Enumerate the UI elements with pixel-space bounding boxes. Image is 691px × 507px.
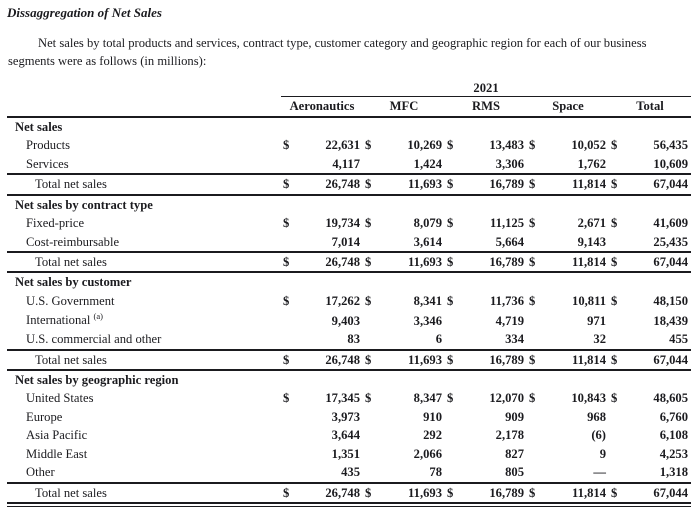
cell-value: 1,424 (413, 156, 442, 171)
dollar-sign: $ (447, 138, 454, 153)
cell-value: 5,664 (495, 234, 524, 249)
bottom-double-rule (7, 503, 691, 507)
dollar-sign (445, 426, 461, 444)
cell-value: 292 (423, 428, 442, 443)
dollar-sign: $ (609, 483, 625, 503)
section-header-row (7, 272, 691, 291)
spacer-cell (7, 97, 281, 117)
intro-paragraph: Net sales by total products and services, contract type, customer category and geographic region for each of our business segments were as follows (in millions): (8, 36, 647, 68)
dollar-sign: $ (447, 293, 454, 308)
cell-value: 11,125 (490, 216, 524, 231)
bottom-rule-cell (7, 503, 691, 507)
column-header-row (7, 97, 691, 117)
section-header: Net sales by customer (15, 275, 132, 290)
cell-value: 11,693 (379, 483, 445, 503)
section-header-row (7, 117, 691, 136)
cell-value: 56,435 (653, 138, 689, 153)
cell-value: 11,736 (490, 293, 524, 308)
dollar-sign: $ (611, 391, 618, 406)
cell-value: 1,351 (331, 446, 360, 461)
cell-value: 11,693 (379, 174, 445, 194)
dollar-sign: $ (529, 293, 536, 308)
total-row (7, 174, 691, 194)
cell-value: 48,150 (653, 293, 689, 308)
column-header-rms: RMS (445, 97, 527, 117)
dollar-sign: $ (283, 391, 290, 406)
cell-value: 10,811 (572, 293, 606, 308)
dollar-sign: $ (283, 216, 290, 231)
dollar-sign: $ (447, 216, 454, 231)
dollar-sign (609, 426, 625, 444)
year-row (7, 79, 691, 97)
dollar-sign (363, 233, 379, 252)
dollar-sign (527, 426, 543, 444)
row-label: Asia Pacific (26, 428, 88, 443)
cell-value: 11,693 (379, 350, 445, 370)
data-row (7, 310, 691, 330)
cell-value: 2,178 (495, 428, 524, 443)
dollar-sign (445, 233, 461, 252)
cell-value: 67,044 (625, 252, 691, 272)
total-row-label: Total net sales (7, 252, 281, 272)
cell-value: 968 (587, 409, 606, 424)
dollar-sign: $ (283, 138, 290, 153)
dollar-sign (281, 426, 297, 444)
cell-value: 26,748 (297, 350, 363, 370)
row-label: Europe (26, 409, 63, 424)
dollar-sign (363, 310, 379, 330)
dollar-sign (609, 155, 625, 174)
data-row (7, 463, 691, 482)
dollar-sign (281, 155, 297, 174)
data-row (7, 292, 691, 310)
dollar-sign: $ (445, 350, 461, 370)
data-row (7, 389, 691, 407)
cell-value: 9,403 (331, 313, 360, 328)
cell-value: 78 (429, 465, 442, 480)
dollar-sign (281, 408, 297, 426)
cell-value: 67,044 (625, 483, 691, 503)
dollar-sign (281, 310, 297, 330)
cell-value: 971 (587, 313, 606, 328)
dollar-sign: $ (365, 391, 372, 406)
dollar-sign: $ (445, 483, 461, 503)
section-header: Net sales by geographic region (15, 372, 179, 387)
row-label: Services (26, 156, 69, 171)
cell-value: 26,748 (297, 483, 363, 503)
cell-value: 67,044 (625, 174, 691, 194)
dollar-sign (363, 426, 379, 444)
row-label: U.S. Government (26, 293, 115, 308)
dollar-sign (527, 463, 543, 482)
cell-value: 16,789 (461, 350, 527, 370)
dollar-sign (445, 445, 461, 463)
table-body (7, 117, 691, 507)
cell-value: 83 (347, 332, 360, 347)
dollar-sign (281, 445, 297, 463)
dollar-sign (609, 463, 625, 482)
cell-value: 22,631 (325, 138, 360, 153)
year-header: 2021 (281, 79, 691, 97)
total-row-label: Total net sales (7, 174, 281, 194)
row-label: Cost-reimbursable (26, 234, 120, 249)
cell-value: 16,789 (461, 483, 527, 503)
row-label: United States (26, 391, 94, 406)
cell-value: 3,306 (495, 156, 524, 171)
cell-value: 455 (669, 332, 689, 347)
dollar-sign (363, 330, 379, 349)
dollar-sign (363, 445, 379, 463)
cell-value: 6,108 (659, 428, 689, 443)
cell-value: 3,614 (413, 234, 442, 249)
cell-value: 41,609 (653, 216, 689, 231)
cell-value: 10,843 (571, 391, 606, 406)
cell-value: 6,760 (659, 409, 689, 424)
dollar-sign: $ (527, 350, 543, 370)
cell-value: — (593, 465, 606, 480)
row-label: Products (26, 138, 71, 153)
dollar-sign (445, 463, 461, 482)
cell-value: 1,762 (577, 156, 606, 171)
dollar-sign: $ (611, 293, 618, 308)
data-row (7, 214, 691, 232)
column-header-total: Total (609, 97, 691, 117)
grand-total-row (7, 483, 691, 503)
total-row (7, 252, 691, 272)
cell-value: 8,079 (413, 216, 442, 231)
dollar-sign: $ (529, 138, 536, 153)
spacer-cell (7, 79, 281, 97)
dollar-sign (445, 408, 461, 426)
cell-value: 3,644 (331, 428, 360, 443)
dollar-sign (527, 330, 543, 349)
dollar-sign: $ (447, 391, 454, 406)
dollar-sign (445, 155, 461, 174)
dollar-sign (281, 463, 297, 482)
dollar-sign (363, 155, 379, 174)
dollar-sign (445, 310, 461, 330)
dollar-sign (527, 155, 543, 174)
dollar-sign (281, 330, 297, 349)
cell-value: 16,789 (461, 174, 527, 194)
cell-value: (6) (591, 428, 606, 443)
cell-value: 11,814 (543, 483, 609, 503)
net-sales-table (7, 79, 691, 507)
dollar-sign: $ (529, 391, 536, 406)
dollar-sign (527, 310, 543, 330)
dollar-sign: $ (363, 174, 379, 194)
dollar-sign (609, 445, 625, 463)
dollar-sign: $ (283, 293, 290, 308)
dollar-sign (527, 408, 543, 426)
cell-value: 11,814 (543, 174, 609, 194)
dollar-sign: $ (281, 174, 297, 194)
row-label: Middle East (26, 446, 88, 461)
dollar-sign: $ (281, 350, 297, 370)
cell-value: 909 (505, 409, 524, 424)
dollar-sign: $ (609, 174, 625, 194)
cell-value: 18,439 (653, 313, 689, 328)
footnote-marker: (a) (93, 311, 103, 322)
cell-value: 10,269 (407, 138, 442, 153)
cell-value: 334 (505, 332, 524, 347)
cell-value: 11,814 (543, 252, 609, 272)
dollar-sign: $ (363, 483, 379, 503)
cell-value: 435 (341, 465, 360, 480)
dollar-sign (281, 233, 297, 252)
dollar-sign: $ (365, 138, 372, 153)
column-header-mfc: MFC (363, 97, 445, 117)
data-row (7, 330, 691, 349)
data-row (7, 426, 691, 444)
cell-value: 4,719 (495, 313, 524, 328)
dollar-sign: $ (365, 216, 372, 231)
dollar-sign: $ (445, 174, 461, 194)
data-row (7, 136, 691, 154)
cell-value: 19,734 (325, 216, 360, 231)
total-row-label: Total net sales (7, 350, 281, 370)
cell-value: 11,814 (543, 350, 609, 370)
dollar-sign (609, 408, 625, 426)
cell-value: 17,345 (325, 391, 360, 406)
cell-value: 11,693 (379, 252, 445, 272)
cell-value: 2,671 (577, 216, 606, 231)
dollar-sign (527, 445, 543, 463)
cell-value: 827 (505, 446, 524, 461)
dollar-sign (609, 233, 625, 252)
cell-value: 8,341 (413, 293, 442, 308)
column-header-aeronautics: Aeronautics (281, 97, 363, 117)
cell-value: 67,044 (625, 350, 691, 370)
dollar-sign: $ (611, 216, 618, 231)
cell-value: 3,346 (413, 313, 442, 328)
cell-value: 8,347 (413, 391, 442, 406)
dollar-sign (609, 330, 625, 349)
cell-value: 2,066 (413, 446, 442, 461)
cell-value: 25,435 (653, 234, 689, 249)
dollar-sign: $ (365, 293, 372, 308)
cell-value: 26,748 (297, 174, 363, 194)
dollar-sign (527, 233, 543, 252)
dollar-sign: $ (445, 252, 461, 272)
dollar-sign: $ (363, 252, 379, 272)
cell-value: 1,318 (659, 465, 689, 480)
cell-value: 10,052 (571, 138, 606, 153)
cell-value: 12,070 (489, 391, 524, 406)
section-header-row (7, 195, 691, 214)
data-row (7, 155, 691, 174)
cell-value: 910 (423, 409, 442, 424)
row-label: Fixed-price (26, 216, 85, 231)
dollar-sign (445, 330, 461, 349)
cell-value: 48,605 (653, 391, 689, 406)
cell-value: 9,143 (577, 234, 606, 249)
dollar-sign: $ (527, 483, 543, 503)
dollar-sign (609, 310, 625, 330)
cell-value: 13,483 (489, 138, 524, 153)
dollar-sign: $ (609, 252, 625, 272)
cell-value: 4,117 (332, 156, 360, 171)
cell-value: 16,789 (461, 252, 527, 272)
dollar-sign: $ (281, 483, 297, 503)
cell-value: 7,014 (331, 234, 360, 249)
dollar-sign: $ (611, 138, 618, 153)
cell-value: 9 (599, 446, 606, 461)
dollar-sign: $ (527, 174, 543, 194)
section-header: Net sales by contract type (15, 197, 153, 212)
data-row (7, 408, 691, 426)
cell-value: 3,973 (331, 409, 360, 424)
row-label: U.S. commercial and other (26, 332, 162, 347)
cell-value: 32 (593, 332, 606, 347)
data-row (7, 445, 691, 463)
dollar-sign (363, 463, 379, 482)
dollar-sign: $ (281, 252, 297, 272)
section-header: Net sales (15, 119, 63, 134)
section-header-row (7, 370, 691, 389)
cell-value: 17,262 (325, 293, 360, 308)
row-label: International $^{(a)}$ (26, 311, 103, 328)
cell-value: 6 (435, 332, 442, 347)
total-row-label: Total net sales (7, 483, 281, 503)
cell-value: 4,253 (659, 446, 689, 461)
dollar-sign (363, 408, 379, 426)
dollar-sign: $ (363, 350, 379, 370)
row-label: Other (26, 465, 55, 480)
dollar-sign: $ (529, 216, 536, 231)
dollar-sign: $ (527, 252, 543, 272)
cell-value: 805 (505, 465, 524, 480)
column-header-space: Space (527, 97, 609, 117)
data-row (7, 233, 691, 252)
cell-value: 26,748 (297, 252, 363, 272)
cell-value: 10,609 (653, 156, 689, 171)
dollar-sign: $ (609, 350, 625, 370)
document-title: Dissaggregation of Net Sales (7, 5, 162, 20)
total-row (7, 350, 691, 370)
